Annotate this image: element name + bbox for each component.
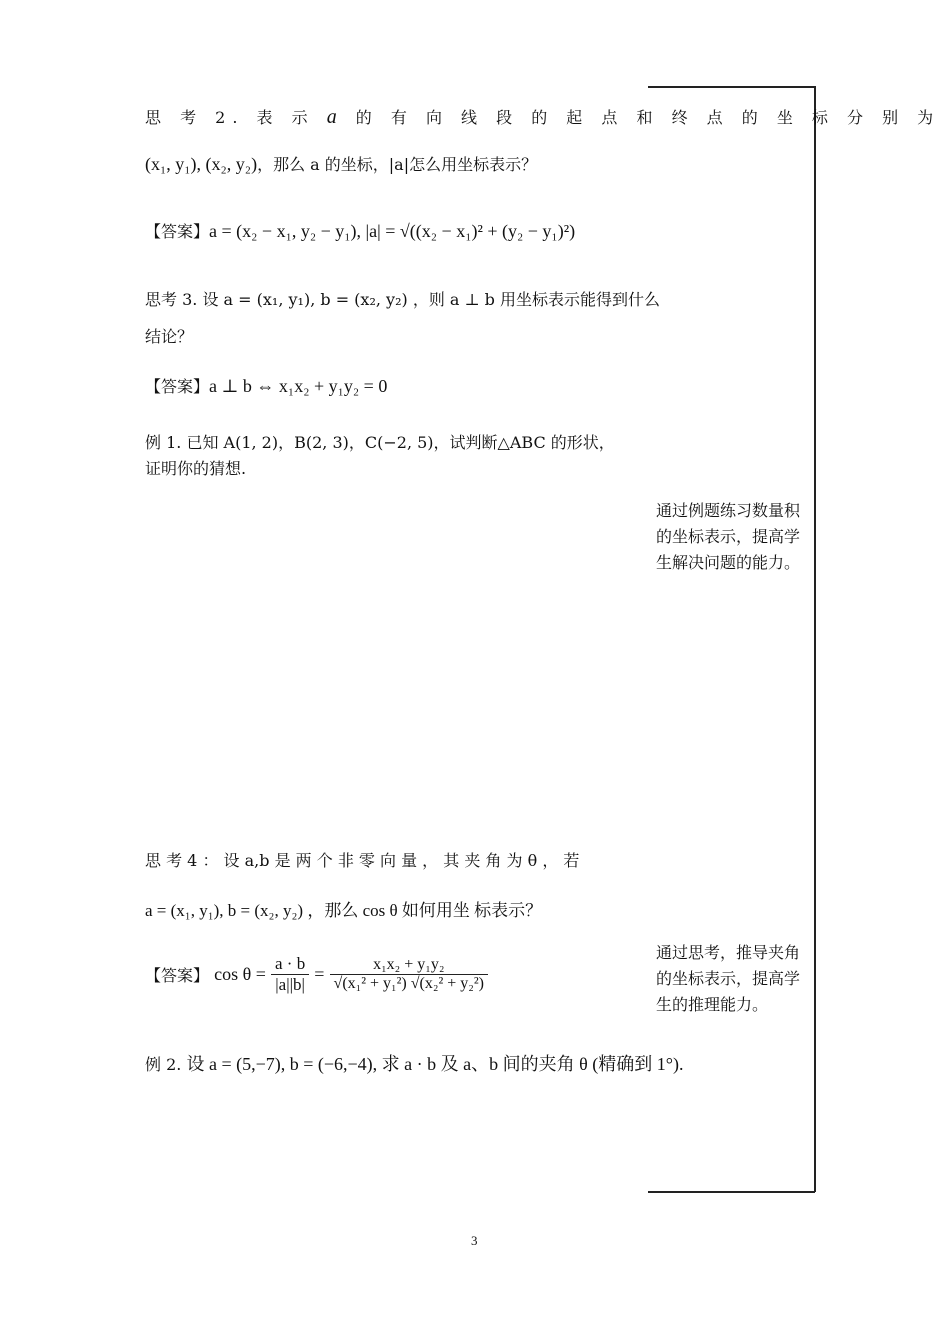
table-right-border [814, 86, 816, 1192]
think2-line1 [145, 105, 940, 129]
page-number: 3 [471, 1233, 478, 1248]
fraction2-numerator: x₁x₂ + y₁y₂ [330, 956, 488, 975]
answer4-fraction-2 [330, 956, 488, 993]
table-bottom-border [648, 1191, 815, 1193]
answer4-equals: = [314, 964, 325, 984]
think3-line1: 思考 3. 设 a = (x₁, y₁), b = (x₂, y₂) ，则 a ⊥ b 用坐标表示能得到什么 [145, 290, 660, 309]
table-top-border [648, 86, 815, 88]
answer2-label: 【答案】 [145, 222, 210, 241]
answer3 [145, 374, 387, 397]
example2-text: 设 a = (5,−7), b = (−6,−4), 求 a · b 及 a、b 间的夹角 θ (精确到 1°). [186, 1054, 684, 1074]
think2-line2-text: ，那么 a 的坐标，|a|怎么用坐标表示？ [257, 155, 538, 174]
answer4-fraction-1 [271, 954, 309, 995]
think2-var-a: a [326, 106, 344, 128]
think2-prefix: 思 考 2. 表 示 [145, 108, 327, 127]
fraction1-denominator: |a||b| [275, 975, 305, 994]
fraction1-numerator: a · b [271, 954, 309, 975]
side-note-1: 通过例题练习数量积的坐标表示，提高学生解决问题的能力。 [656, 501, 801, 572]
answer2 [145, 219, 575, 242]
example2-label: 例 2. [145, 1055, 182, 1074]
think3-line2: 结论？ [145, 327, 194, 346]
think4-line1: 思 考 4 ： 设 a,b 是 两 个 非 零 向 量 ， 其 夹 角 为 θ ， 若 [145, 851, 580, 870]
think2-suffix: 的 有 向 线 段 的 起 点 和 终 点 的 坐 标 分 别 为 [343, 108, 941, 127]
answer4-cos: cos θ = [214, 964, 266, 984]
answer3-formula: a ⊥ b ⇔ x₁x₂ + y₁y₂ = 0 [209, 376, 388, 396]
think2-math: (x₁, y₁), (x₂, y₂) [145, 154, 258, 174]
think2-line2 [145, 152, 537, 175]
example1-line2: 证明你的猜想. [145, 459, 247, 478]
answer4 [145, 954, 488, 995]
answer3-label: 【答案】 [145, 377, 210, 396]
think4-line2: a = (x₁, y₁), b = (x₂, y₂) ，那么 cos θ 如何用坐 标表示？ [145, 901, 543, 920]
side-note-2: 通过思考，推导夹角的坐标表示，提高学生的推理能力。 [656, 943, 801, 1014]
answer2-formula: a = (x₂ − x₁, y₂ − y₁), |a| = √((x₂ − x₁)² + (y₂ − y₁)²) [209, 221, 576, 241]
fraction2-denominator: √(x₁² + y₁²) √(x₂² + y₂²) [333, 975, 484, 992]
example2 [145, 1050, 683, 1076]
example1-line1: 例 1. 已知 A(1, 2)，B(2, 3)，C(−2, 5)，试判断△ABC 的形状， [145, 433, 615, 452]
answer4-label: 【答案】 [145, 966, 210, 985]
